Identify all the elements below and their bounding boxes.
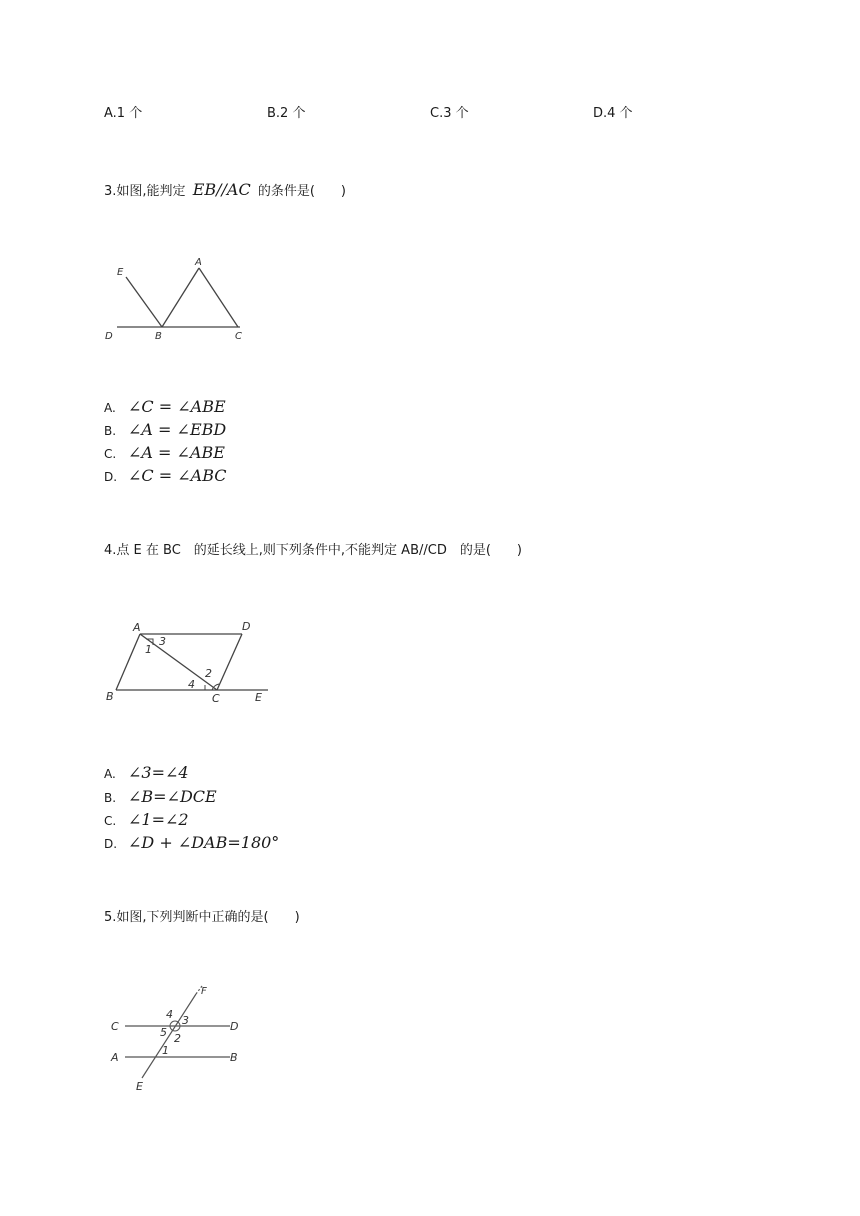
q3-label-c: C <box>235 331 242 342</box>
q4-label-4: 4 <box>188 678 195 691</box>
q3-choice-b <box>104 419 226 441</box>
q4-stem: 4.点 E 在 BC 的延长线上,则下列条件中,不能判定 AB//CD 的是( ) <box>104 543 522 558</box>
q3-figure <box>100 250 260 350</box>
q4-choice-a-label: A. <box>104 767 116 781</box>
q4-choice-b <box>104 786 217 808</box>
q5-label-4: 4 <box>166 1008 173 1021</box>
q5-figure <box>100 980 260 1100</box>
q4-choice-b-expr: ∠B=∠DCE <box>128 787 217 806</box>
q5-label-1: 1 <box>162 1044 169 1057</box>
q3-label-b: B <box>155 331 162 342</box>
q3-choice-d-expr: ∠C = ∠ABC <box>128 466 227 485</box>
q3-choice-a <box>104 396 226 418</box>
q3-stem-math: EB//AC <box>192 180 251 199</box>
q4-label-e: E <box>255 691 262 704</box>
q4-choice-c-label: C. <box>104 814 117 828</box>
q4-label-a: A <box>133 621 141 634</box>
q3-choice-a-expr: ∠C = ∠ABE <box>128 397 226 416</box>
q4-choice-a-expr: ∠3=∠4 <box>128 763 189 782</box>
q2-options-row <box>0 105 860 123</box>
q3-label-a: A <box>195 257 202 268</box>
q3-choice-c <box>104 442 225 464</box>
q5-label-e: E <box>136 1080 143 1093</box>
q5-label-b: B <box>230 1051 238 1064</box>
q3-choice-c-expr: ∠A = ∠ABE <box>128 443 225 462</box>
q5-label-2: 2 <box>174 1032 181 1045</box>
q4-label-c: C <box>212 692 220 705</box>
q3-label-e: E <box>117 267 124 278</box>
q2-option-b: B.2 个 <box>267 106 306 121</box>
q4-choice-b-label: B. <box>104 791 117 805</box>
q4-label-3: 3 <box>159 635 166 648</box>
q4-choice-a <box>104 762 189 784</box>
q2-option-a: A.1 个 <box>104 106 143 121</box>
q3-choice-b-label: B. <box>104 424 117 438</box>
q4-choice-c-expr: ∠1=∠2 <box>128 810 189 829</box>
q5-label-c: C <box>111 1020 119 1033</box>
q3-choice-b-expr: ∠A = ∠EBD <box>128 420 227 439</box>
q3-stem <box>104 181 346 201</box>
q3-choice-a-label: A. <box>104 401 116 415</box>
q5-stem: 5.如图,下列判断中正确的是( ) <box>104 910 300 925</box>
q2-option-c: C.3 个 <box>430 106 469 121</box>
q3-choice-d-label: D. <box>104 470 118 484</box>
q5-label-5: 5 <box>160 1026 167 1039</box>
q3-choice-d <box>104 465 226 487</box>
q2-option-d: D.4 个 <box>593 106 633 121</box>
q4-label-d: D <box>242 620 251 633</box>
q4-choice-d-expr: ∠D + ∠DAB=180° <box>128 833 280 852</box>
q4-label-b: B <box>106 690 114 703</box>
q3-choice-c-label: C. <box>104 447 117 461</box>
q4-choice-d <box>104 832 279 854</box>
q4-figure <box>100 615 275 710</box>
q5-label-d: D <box>230 1020 239 1033</box>
q4-choice-d-label: D. <box>104 837 118 851</box>
q5-label-f: F <box>201 986 207 997</box>
q3-stem-suffix: 的条件是( ) <box>257 184 346 199</box>
q4-choice-c <box>104 809 189 831</box>
q4-label-2: 2 <box>205 667 212 680</box>
q3-stem-prefix: 3.如图,能判定 <box>104 184 186 199</box>
q5-label-3: 3 <box>182 1014 189 1027</box>
q5-label-a: A <box>111 1051 119 1064</box>
q3-label-d: D <box>105 331 113 342</box>
q4-label-1: 1 <box>145 643 152 656</box>
